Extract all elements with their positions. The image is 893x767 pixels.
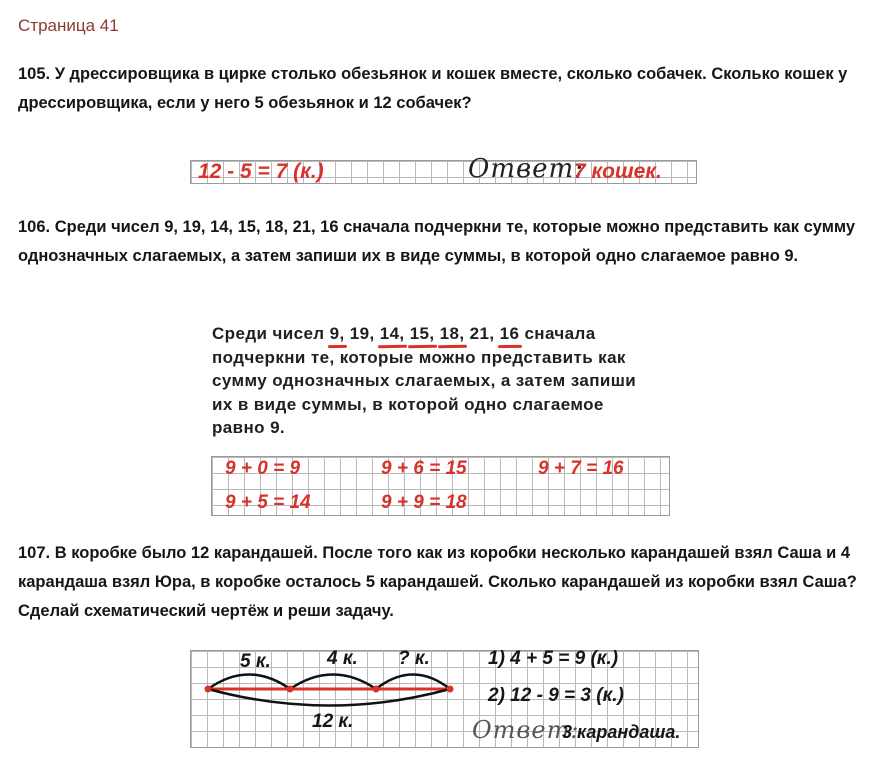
task-107-answer-label: Ответ: <box>472 716 580 744</box>
solution-step-1: 1) 4 + 5 = 9 (к.) <box>488 648 619 669</box>
task-106-scanned-page <box>212 322 674 440</box>
point <box>287 686 294 693</box>
task-105-text: 105. У дрессировщика в цирке столько обезьянок и кошек вместе, сколько собачек. Сколько кошек у дрессировщика, если у него 5 обезьянок и 12 собачек? <box>18 65 848 112</box>
diagram-label-seg3: ? к. <box>398 648 430 669</box>
scan-line-2: подчеркни те, которые можно представить как <box>212 347 626 367</box>
task-107-text: 107. В коробке было 12 карандашей. После того как из коробки несколько карандашей взял Саша и 4 карандаша взял Юра, в коробке осталось 5 карандашей. Сколько карандашей из коробки взял Саша? Сделай схематический чертёж и реши задачу. <box>18 544 857 620</box>
arc-segment-2 <box>290 675 376 690</box>
equation: 9 + 7 = 16 <box>538 458 624 479</box>
task-105-solution: 12 - 5 = 7 (к.) <box>198 160 324 183</box>
scan-line-4: их в виде суммы, в которой одно слагаемое <box>212 394 604 414</box>
task-105-answer-label: Ответ: <box>468 154 584 184</box>
diagram-label-seg2: 4 к. <box>327 648 358 669</box>
scan-line-1 <box>212 322 674 346</box>
scan-number-underlined: 16 <box>500 322 520 346</box>
scan-line-5: равно 9. <box>212 418 286 437</box>
scan-number-underlined: 14, <box>380 322 405 346</box>
arc-total <box>208 689 450 706</box>
task-106-text: 106. Среди чисел 9, 19, 14, 15, 18, 21, 16 сначала подчеркни те, которые можно представить как сумму однозначных слагаемых, а затем запиши их в виде суммы, в которой одно слагаемое равно 9. <box>18 218 856 265</box>
point <box>205 686 212 693</box>
scan-number-underlined: 15, <box>410 322 435 346</box>
equation: 9 + 6 = 15 <box>381 458 467 479</box>
diagram-label-seg1: 5 к. <box>240 651 271 672</box>
scan-suffix: сначала <box>524 324 596 343</box>
equation: 9 + 5 = 14 <box>225 492 311 513</box>
scan-line-3: сумму однозначных слагаемых, а затем запиши <box>212 371 637 390</box>
task-107-answer: 3 карандаша. <box>562 722 681 742</box>
diagram-label-total: 12 к. <box>312 711 354 732</box>
arc-segment-1 <box>208 675 290 690</box>
arc-segment-3 <box>376 675 450 690</box>
scan-number-underlined: 18, <box>440 322 465 346</box>
page-title: Страница 41 <box>18 16 119 35</box>
scan-prefix: Среди чисел <box>212 324 325 343</box>
scan-number-underlined: 9, <box>330 322 345 346</box>
scan-number: 19, <box>349 324 375 343</box>
point <box>373 686 380 693</box>
task-105-answer: 7 кошек. <box>574 160 662 183</box>
scan-number: 21, <box>469 324 495 343</box>
solution-step-2: 2) 12 - 9 = 3 (к.) <box>488 685 624 706</box>
point <box>447 686 454 693</box>
equation: 9 + 9 = 18 <box>381 492 467 513</box>
equation: 9 + 0 = 9 <box>225 458 301 479</box>
